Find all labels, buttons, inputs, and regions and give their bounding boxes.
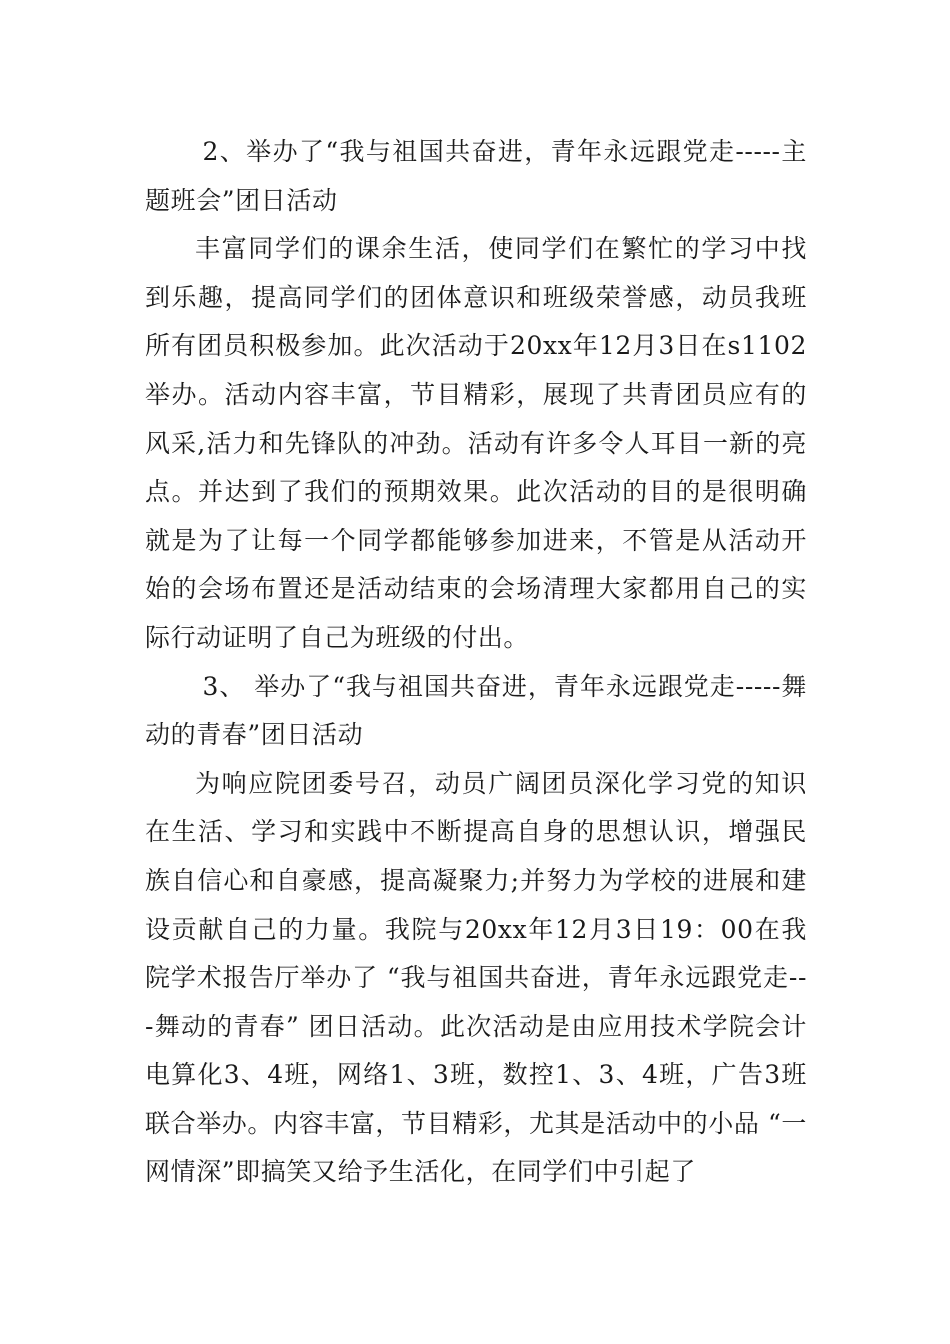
section-heading-2: 2、举办了“我与祖国共奋进，青年永远跟党走-----主题班会”团日活动 <box>145 137 807 215</box>
section-heading-3: 3、 举办了“我与祖国共奋进，青年永远跟党走-----舞动的青春”团日活动 <box>145 671 807 750</box>
body-paragraph-1: 丰富同学们的课余生活，使同学们在繁忙的学习中找到乐趣，提高同学们的团体意识和班级荣誉感，动员我班所有团员积极参加。此次活动于20xx年12月3日在s1102举办。活动内容丰富，节目精彩，展现了共青团员应有的风采,活力和先锋队的冲劲。活动有许多令人耳目一新的亮点。并达到了我们的预期效果。此次活动的目的是很明确就是为了让每一个同学都能够参加进来，不管是从活动开始的会场布置还是活动结束的会场清理大家都用自己的实际行动证明了自己为班级的付出。 <box>145 234 807 652</box>
body-paragraph-2: 为响应院团委号召，动员广阔团员深化学习党的知识在生活、学习和实践中不断提高自身的思想认识，增强民族自信心和自豪感，提高凝聚力;并努力为学校的进展和建设贡献自己的力量。我院与20xx年12月3日19：00在我院学术报告厅举办了 “我与祖国共奋进，青年永远跟党走---舞动的青春” 团日活动。此次活动是由应用技术学院会计电算化3、4班，网络1、3班，数控1、3、4班，广告3班联合举办。内容丰富，节目精彩，尤其是活动中的小品 “一网情深”即搞笑又给予生活化，在同学们中引起了 <box>145 768 807 1187</box>
document-body <box>145 128 807 1197</box>
